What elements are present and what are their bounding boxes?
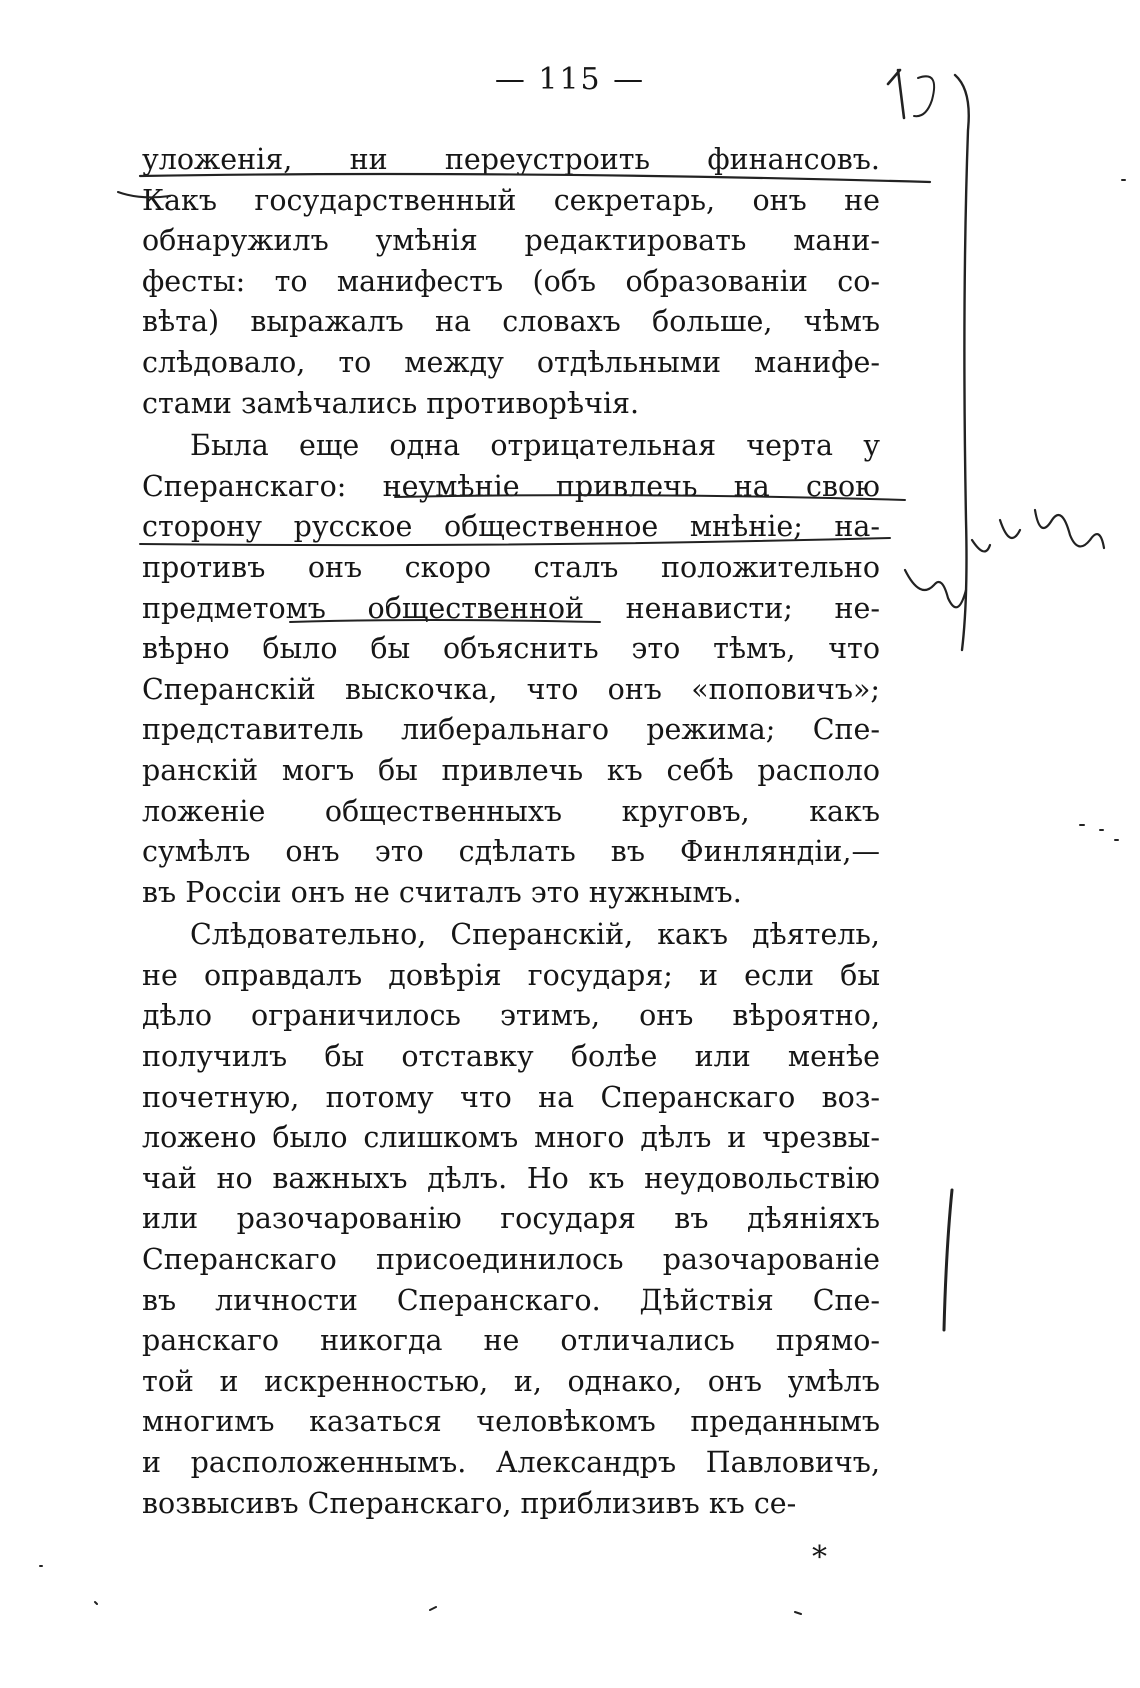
text-line: Слѣдовательно, Сперанскій, какъ дѣятель, xyxy=(190,918,880,952)
text-line: стами замѣчались противорѣчія. xyxy=(142,386,640,420)
paragraph-3 xyxy=(142,915,880,1524)
body-text xyxy=(142,140,880,1526)
text-line: многимъ казаться человѣкомъ преданнымъ xyxy=(142,1405,880,1439)
text-line: не оправдалъ довѣрія государя; и если бы xyxy=(142,958,880,992)
text-line: Сперанскаго: неумѣніе привлечь на свою xyxy=(142,469,880,503)
text-line: почетную, потому что на Сперанскаго воз- xyxy=(142,1080,880,1114)
text-line: фесты: то манифестъ (объ образованіи со- xyxy=(142,264,880,298)
text-line: сумѣлъ онъ это сдѣлать въ Финляндіи,— xyxy=(142,835,880,869)
text-line: чай но важныхъ дѣлъ. Но къ неудовольствію xyxy=(142,1161,880,1195)
text-line: или разочарованію государя въ дѣяніяхъ xyxy=(142,1202,880,1236)
text-line: ранскаго никогда не отличались прямо- xyxy=(142,1324,880,1358)
text-line: представитель либеральнаго режима; Спе- xyxy=(142,713,880,747)
text-line: ложено было слишкомъ много дѣлъ и чрезвы- xyxy=(142,1121,880,1155)
text-line: получилъ бы отставку болѣе или менѣе xyxy=(142,1040,880,1074)
speck-mark xyxy=(1080,180,1125,840)
paragraph-1 xyxy=(142,140,880,424)
text-line: вѣта) выражалъ на словахъ больше, чѣмъ xyxy=(142,305,880,339)
text-line: Сперанскаго присоединилось разочарованіе xyxy=(142,1243,880,1277)
text-line: возвысивъ Сперанскаго, приблизивъ къ се- xyxy=(142,1486,797,1520)
text-line: противъ онъ скоро сталъ положительно xyxy=(142,550,880,584)
text-line: Была еще одна отрицательная черта у xyxy=(190,429,880,463)
text-line: и расположеннымъ. Александръ Павловичъ, xyxy=(142,1446,880,1479)
text-line: Сперанскій выскочка, что онъ «поповичъ»; xyxy=(142,672,880,706)
margin-handwriting xyxy=(905,510,1104,607)
paragraph-2 xyxy=(142,426,880,913)
speck-mark xyxy=(40,1566,801,1614)
text-line: ложеніе общественныхъ круговъ, какъ xyxy=(142,794,880,828)
text-line: ранскій могъ бы привлечь къ себѣ располо xyxy=(142,753,880,787)
margin-bracket xyxy=(955,75,969,650)
text-line: въ личности Сперанскаго. Дѣйствія Спе- xyxy=(142,1283,880,1317)
text-line: той и искренностью, и, однако, онъ умѣлъ xyxy=(142,1364,880,1398)
footer-asterisk: * xyxy=(812,1540,827,1575)
text-line: дѣло ограничилось этимъ, онъ вѣроятно, xyxy=(142,999,880,1033)
text-line: уложенія, ни переустроить финансовъ. xyxy=(142,143,880,176)
text-line: обнаружилъ умѣнія редактировать мани- xyxy=(142,224,880,258)
text-line: сторону русское общественное мнѣніе; на- xyxy=(142,510,880,544)
margin-bar xyxy=(944,1190,952,1330)
text-line: предметомъ общественной ненависти; не- xyxy=(142,591,880,625)
text-line: Какъ государственный секретарь, онъ не xyxy=(142,183,880,217)
page-number: — 115 — xyxy=(494,62,646,97)
text-line: слѣдовало, то между отдѣльными манифе- xyxy=(142,345,880,379)
text-line: въ Россіи онъ не считалъ это нужнымъ. xyxy=(142,875,742,909)
text-line: вѣрно было бы объяснить это тѣмъ, что xyxy=(142,632,880,666)
